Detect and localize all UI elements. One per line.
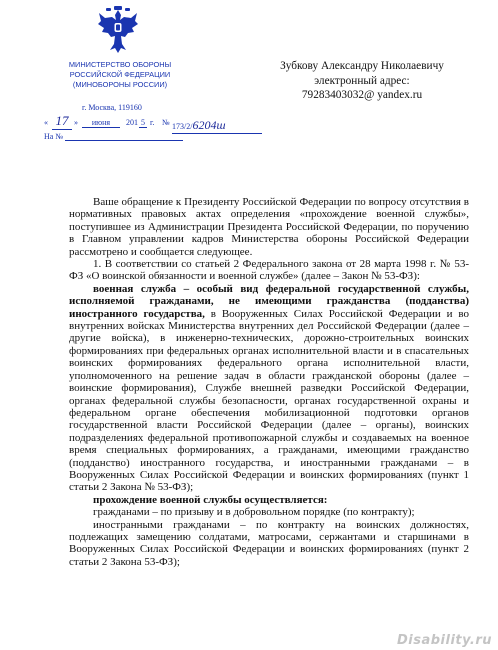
number-handwritten: 6204ш xyxy=(192,118,226,132)
date-close-quote: » xyxy=(74,118,78,127)
date-month: июня xyxy=(82,118,120,128)
definition-bold: военная служба – особый вид федеральной государственной службы, исполняемой гражданами, не имеющими гражданства (подданства) иностранного государства, xyxy=(69,282,469,320)
ministry-line-2: РОССИЙСКОЙ ФЕДЕРАЦИИ xyxy=(69,70,171,79)
date-year-suffix: г. xyxy=(150,118,155,127)
addressee-name: Зубкову Александру Николаевичу xyxy=(280,60,444,72)
paragraph-intro: Ваше обращение к Президенту Российской Федерации по вопросу отсутствия в нормативных правовых актах определения «прохождение военной службы», поступившее из Администрации Президента Российской Федерации, по поручению в Главном управлении кадров Министерства обороны Российской Федерации рассмотрено и сообщается следующее. xyxy=(69,196,469,258)
paragraph-military-service-definition xyxy=(69,283,469,494)
number-prefix: № xyxy=(162,118,170,127)
date-year-digit: 5 xyxy=(141,118,145,127)
letter-body xyxy=(69,196,469,568)
paragraph-law-reference: 1. В соответствии со статьей 2 Федерального закона от 28 марта 1998 г. № 53-ФЗ «О воинской обязанности и военной службе» (далее – Закон № 53-ФЗ): xyxy=(69,258,469,283)
ministry-line-1: МИНИСТЕРСТВО ОБОРОНЫ xyxy=(68,60,172,69)
na-label: На № xyxy=(44,132,63,141)
date-open-quote: « xyxy=(44,118,48,127)
paragraph-service-heading: прохождение военной службы осуществляется: xyxy=(93,493,328,506)
reference-line xyxy=(44,132,194,141)
definition-rest: в Вооруженных Силах Российской Федерации и во внутренних войсках Министерства внутренних дел Российской Федерации (далее – другие войска), в инженерно-технических, дорожно-строительных воинских формированиях при федеральных органах исполнительной власти и в спасательных воинских формированиях федерального органа исполнительной власти, уполномоченного на решение задач в области гражданской обороны (далее – воинские формирования), Службе внешней разведки Российской Федерации, органах федеральной службы безопасности, органах государственной охраны и федеральном органе обеспечения мобилизационной подготовки органов государственной власти Российской Федерации (далее – органы), воинских подразделениях федеральной противопожарной службы и создаваемых на военное время специальных формированиях, а гражданами, имеющими гражданство (подданство) иностранного государства, и иностранными гражданами – в Вооруженных Силах Российской Федерации и воинских формированиях (пункт 1 статьи 2 Закона № 53-ФЗ); xyxy=(69,307,469,494)
email-label: электронный адрес: xyxy=(314,74,410,87)
na-blank-line xyxy=(65,140,183,141)
ministry-name xyxy=(56,60,184,90)
number-printed: 173/2/ xyxy=(172,122,193,131)
paragraph-citizens: гражданами – по призыву и в добровольном порядке (по контракту); xyxy=(93,506,415,519)
city-address: г. Москва, 119160 xyxy=(82,103,142,112)
site-watermark: Disability.ru xyxy=(396,633,492,648)
date-day-handwritten: 17 xyxy=(52,113,72,130)
double-headed-eagle-emblem-icon xyxy=(96,4,140,56)
paragraph-foreign-citizens: иностранными гражданами – по контракту на воинских должностях, подлежащих замещению солдатами, матросами, сержантами и старшинами в Вооруженных Силах Российской Федерации и воинских формированиях (пункт 2 статьи 2 Закона 53-ФЗ); xyxy=(69,518,469,568)
date-year: 201 xyxy=(126,118,138,127)
addressee-block xyxy=(262,59,462,103)
ministry-line-3: (МИНОБОРОНЫ РОССИИ) xyxy=(72,80,168,89)
email-address: 79283403032@ yandex.ru xyxy=(301,89,423,101)
